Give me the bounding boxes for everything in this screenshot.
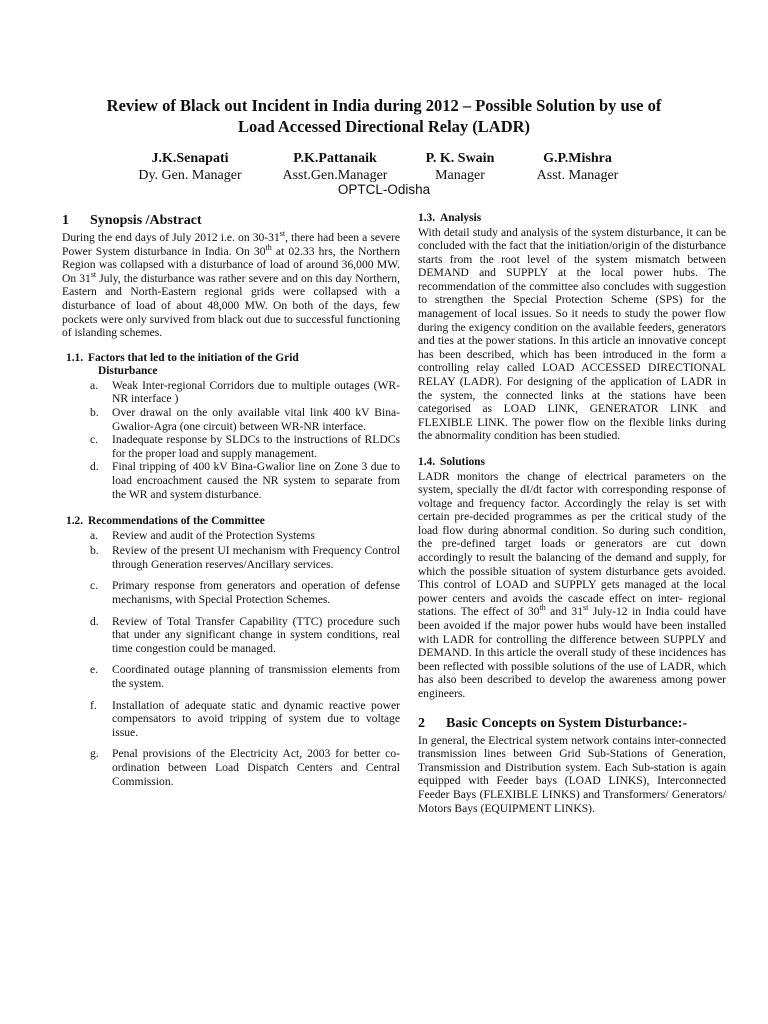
- author-4: [515, 150, 640, 184]
- list-item: b. Over drawal on the only available vital link 400 kV Bina-Gwalior-Agra (one circuit) between WR-NR interface.: [90, 405, 400, 433]
- section-2-heading: [418, 715, 726, 732]
- author-1: [115, 150, 265, 184]
- section-number: 1.2.: [66, 515, 84, 528]
- section-number: 1.3.: [418, 212, 436, 224]
- title-line-2: Load Accessed Directional Relay (LADR): [237, 117, 531, 136]
- section-title: Recommendations of the Committee: [88, 515, 265, 528]
- list-item: b. Review of the present UI mechanism with Frequency Control through Generation reserves/Ancillary services.: [90, 544, 400, 571]
- list-item: g. Penal provisions of the Electricity Act, 2003 for better co-ordination between Load Dispatch Centers and Central Commission.: [90, 747, 400, 788]
- author-role: Asst.Gen.Manager: [282, 168, 388, 183]
- section-title: Basic Concepts on System Disturbance:-: [446, 715, 688, 731]
- recommendations-list: [62, 529, 400, 789]
- factors-list: [62, 379, 400, 501]
- analysis-paragraph: With detail study and analysis of the system disturbance, it can be concluded with the fact that the initiation/origin of the disturbance starts from the root level of the system mismatch between DEMAND and SUPPLY at the local power hubs. The recommendation of the committee also concludes with suggestion to strengthen the Special Protection Scheme (SPS) for the management of local issues. So it needs to study the power flow during the exigency condition on the available feeders, generators and ties at the power stations. In this article an innovative concept has been described, which has been introduced in the form a controlling relay called LOAD ACCESSED DIRECTIONAL RELAY (LADR). For designing of the application of LADR in the system, the connected links at the stations have been categorised as LOAD LINK, GENERATOR LINK and FLEXIBLE LINK. The power flow on the flexible links during the abnormality condition has been studied.: [418, 225, 726, 443]
- list-item: e. Coordinated outage planning of transmission elements from the system.: [90, 663, 400, 690]
- list-item: c. Primary response from generators and operation of defense mechanisms, with Special Protection Schemes.: [90, 579, 400, 606]
- section-title: Synopsis /Abstract: [90, 213, 202, 228]
- author-name: P. K. Swain: [425, 151, 495, 166]
- paper-title: [60, 95, 708, 137]
- section-1-4-heading: [418, 456, 726, 470]
- section-1-2-heading: [62, 515, 400, 529]
- organization: OPTCL-Odisha: [337, 182, 431, 197]
- right-column: [418, 212, 726, 815]
- title-line-1: Review of Black out Incident in India during 2012 – Possible Solution by use of: [106, 96, 662, 115]
- list-item: f. Installation of adequate static and dynamic reactive power compensators to avoid tripping of system due to voltage issue.: [90, 698, 400, 739]
- basic-concepts-paragraph: In general, the Electrical system network contains inter-connected transmission lines between Grid Sub-Stations of Generation, Transmission and Distribution system. Each Sub-station is again equipped with Feeder bays (LOAD LINKS), Interconnected Feeder Bays (FLEXIBLE LINKS) and Transformers/ Generators/ Motors Bays (EQUIPMENT LINKS).: [418, 733, 726, 815]
- section-title: Factors that led to the initiation of the Grid: [88, 351, 299, 364]
- list-item: a. Review and audit of the Protection Systems: [90, 528, 315, 542]
- section-1-3-heading: [418, 212, 726, 226]
- section-1-heading: [62, 212, 400, 229]
- list-item: a. Weak Inter-regional Corridors due to multiple outages (WR-NR interface ): [90, 378, 400, 406]
- section-number: 1.4.: [418, 456, 436, 468]
- author-name: P.K.Pattanaik: [293, 151, 377, 166]
- author-role: Manager: [435, 168, 485, 183]
- author-3: [405, 150, 515, 184]
- author-2: [265, 150, 405, 184]
- author-name: G.P.Mishra: [543, 151, 612, 166]
- left-column: [62, 212, 400, 788]
- section-title-continued: Disturbance: [98, 365, 158, 378]
- author-role: Dy. Gen. Manager: [138, 168, 242, 183]
- list-item: d. Final tripping of 400 kV Bina-Gwalior line on Zone 3 due to load encroachment caused the NR system to separate from the WR and system disturbance.: [90, 460, 400, 501]
- list-item: d. Review of Total Transfer Capability (TTC) procedure such that under any significant change in system conditions, real time congestion could be managed.: [90, 614, 400, 655]
- section-number: 2: [418, 715, 425, 731]
- author-name: J.K.Senapati: [151, 151, 229, 166]
- section-title: Analysis: [440, 212, 482, 224]
- section-number: 1.1.: [66, 351, 84, 364]
- abstract-paragraph: During the end days of July 2012 i.e. on 30-31st, there had been a severe Power System disturbance in India. On 30th at 02.33 hrs, the Northern Region was collapsed with a disturbance of load of around 36,000 MW. On 31st July, the disturbance was rather severe and on this day Northern, Eastern and North-Eastern regional grids were collapsed with a disturbance of load of about 48,000 MW. On both of the days, few pockets were only survived from black out due to successful functioning of islanding schemes.: [62, 229, 400, 340]
- author-role: Asst. Manager: [536, 168, 619, 183]
- section-title: Solutions: [440, 456, 485, 468]
- list-item: c. Inadequate response by SLDCs to the instructions of RLDCs for the proper load and supply management.: [90, 433, 400, 460]
- solutions-paragraph: LADR monitors the change of electrical parameters on the system, specially the dI/dt factor with corresponding response of voltage and frequency factor. Accordingly the relay is set with certain pre-decided programmes as per the critical study of the load flow during abnormal condition. So during such condition, the pre-defined target loads or generators are cut down accordingly to result the balancing of the demand and supply, for which the possible situation of system disturbance gets avoided. This control of LOAD and SUPPLY gets managed at the local power centers and avoids the cascade effect on inter- regional stations. The effect of 30th and 31st July-12 in India could have been avoided if the major power hubs would have been installed with LADR for controlling the difference between SUPPLY and DEMAND. In this article the overall study of these incidences has been reflected with possible solutions of the use of LADR, which has also been described to develop the awareness among power engineers.: [418, 469, 726, 700]
- section-1-1-heading: [62, 352, 400, 379]
- section-number: 1: [62, 213, 69, 228]
